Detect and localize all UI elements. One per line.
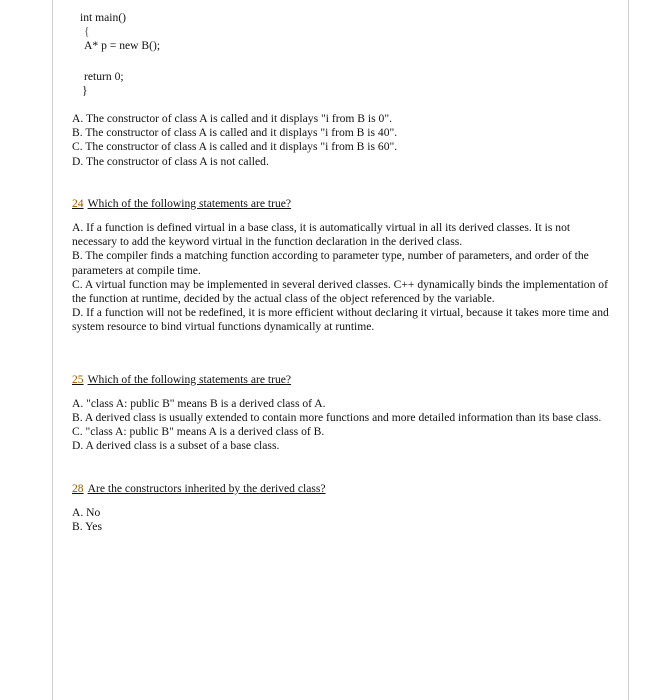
question-24 [72,197,612,335]
option-a: A. "class A: public B" means B is a derived class of A. [72,396,326,410]
option-b: B. A derived class is usually extended to contain more functions and more detailed information than its base class. [72,411,602,425]
code-line: { [84,25,90,39]
option-d: D. The constructor of class A is not called. [72,154,269,168]
question-25 [72,373,612,454]
question-text: Which of the following statements are true? [87,196,292,210]
question-25-title [72,373,612,387]
option-d: D. A derived class is a subset of a base class. [72,439,280,453]
question-number: 28 [72,481,84,495]
option-a: A. No [72,505,101,519]
option-b: B. The constructor of class A is called and it displays "i from B is 40". [72,126,398,140]
page-border-left [52,0,53,700]
option-c: C. A virtual function may be implemented in several derived classes. C++ dynamically binds the implementation of the function at runtime, decided by the actual class of the object referenced by the variable. [72,277,608,306]
question-24-title [72,197,612,211]
previous-question-options [72,112,612,169]
code-snippet [72,11,612,98]
option-c: C. The constructor of class A is called and it displays "i from B is 60". [72,140,398,154]
document-content [72,11,612,534]
code-line: return 0; [84,69,124,83]
option-b: B. The compiler finds a matching function according to parameter type, number of parameters, and order of the parameters at compile time. [72,249,589,277]
question-28-title [72,482,612,496]
option-a: A. The constructor of class A is called and it displays "i from B is 0". [72,112,392,126]
option-c: C. "class A: public B" means A is a derived class of B. [72,425,325,439]
code-line: int main() [80,11,127,24]
question-text: Which of the following statements are true? [87,372,292,386]
page-border-right [628,0,629,700]
code-line: } [82,83,88,97]
option-b: B. Yes [72,520,102,534]
code-line: A* p = new B(); [84,39,161,53]
option-a: A. If a function is defined virtual in a base class, it is automatically virtual in all its derived classes. It is not necessary to add the keyword virtual in the function declaration in the derived class. [72,221,571,249]
question-28 [72,482,612,535]
question-number: 25 [72,372,84,386]
question-text: Are the constructors inherited by the derived class? [87,481,326,495]
option-d: D. If a function will not be redefined, it is more efficient without declaring it virtual, because it takes more time and system resource to bind virtual functions dynamically at runtime. [72,306,609,334]
question-number: 24 [72,196,84,210]
